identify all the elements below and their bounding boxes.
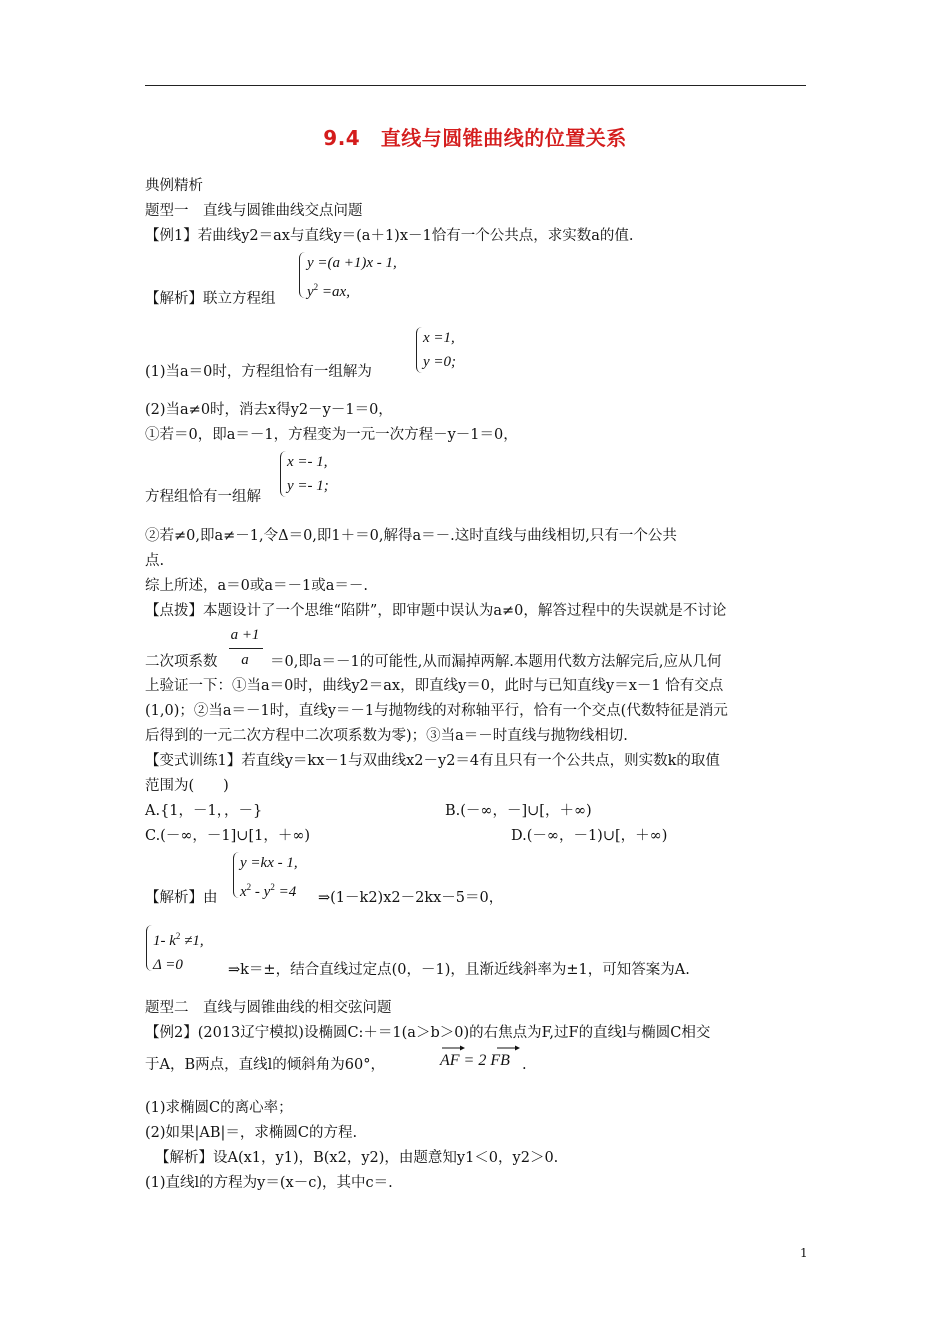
tip-line-5: 后得到的一元二次方程中二次项系数为零)；③当a＝－时直线与抛物线相切. [145, 728, 628, 744]
brace-system-2 [416, 327, 422, 373]
equation-system-5: 1- $k^2 \ne 1$, Δ =0 [153, 931, 204, 973]
vector-equation: AF = 2 FB [440, 1052, 510, 1070]
header-rule [145, 85, 806, 86]
example-1: 【例1】若曲线y2＝ax与直线y＝(a＋1)x－1恰有一个公共点，求实数a的值. [145, 228, 634, 244]
example-2-solution: 【解析】设A(x1，y1)，B(x2，y2)，由题意知y1＜0，y2＞0. [155, 1150, 559, 1166]
brace-system-4 [233, 852, 239, 898]
tip-line-4: (1,0)；②当a＝－1时，直线y＝－1与抛物线的对称轴平行，恰有一个交点(代数特征是消元 [145, 703, 728, 719]
exercise-1-solution-intro: 【解析】由 [145, 890, 218, 906]
fraction-denominator: a [241, 652, 249, 668]
option-b: B.(－∞，－]∪[，＋∞) [445, 803, 592, 819]
option-c: C.(－∞，－1]∪[1，＋∞) [145, 828, 311, 844]
example-2: 【例2】(2013辽宁模拟)设椭圆C:＋＝1(a＞b＞0)的右焦点为F,过F的直线l与椭圆C相交 [145, 1025, 711, 1041]
tip-line-3: 上验证一下：①当a＝0时，曲线y2＝ax，即直线y＝0，此时与已知直线y＝x－1 恰有交点 [145, 678, 724, 694]
page-title: 9.4 直线与圆锥曲线的位置关系 [323, 126, 627, 150]
example-2-period: . [522, 1057, 527, 1073]
vector-arrows [440, 1043, 522, 1069]
equation-system-1: y =(a +1)x - 1, $y^2 =ax$, [307, 255, 397, 300]
fraction-bar [229, 648, 263, 649]
question-1: (1)求椭圆C的离心率； [145, 1100, 293, 1116]
summary: 综上所述，a＝0或a＝－1或a＝－. [145, 578, 368, 594]
option-d: D.(－∞，－1)∪[，＋∞) [511, 828, 668, 844]
case-1: (1)当a＝0时，方程组恰有一组解为 [145, 364, 372, 380]
question-2: (2)如果|AB|＝，求椭圆C的方程. [145, 1125, 358, 1141]
brace-system-5 [146, 925, 152, 971]
topic-heading-1: 题型一 直线与圆锥曲线交点问题 [145, 203, 363, 219]
fraction-numerator: a +1 [230, 627, 260, 643]
topic-heading-2: 题型二 直线与圆锥曲线的相交弦问题 [145, 1000, 392, 1016]
case-2-sub-2-cont: 点. [145, 553, 165, 569]
brace-system-1 [299, 252, 305, 298]
page-number: 1 [800, 1246, 808, 1260]
equation-system-3: x =- 1, y =- 1; [287, 454, 329, 494]
exercise-1: 【变式训练1】若直线y＝kx－1与双曲线x2－y2＝4有且只有一个公共点，则实数k的取值 [145, 753, 720, 769]
section-heading: 典例精析 [145, 178, 203, 194]
example-2-cont: 于A，B两点，直线l的倾斜角为60°， [145, 1057, 385, 1073]
example-2-solution-1: (1)直线l的方程为y＝(x－c)，其中c＝. [145, 1175, 393, 1191]
exercise-1-conclusion: ⇒k＝±，结合直线过定点(0，－1)，且渐近线斜率为±1，可知答案为A. [228, 962, 690, 978]
case-2-sub-2: ②若≠0,即a≠－1,令Δ＝0,即1＋＝0,解得a＝－.这时直线与曲线相切,只有一个公共 [145, 528, 677, 544]
solution-1-intro: 【解析】联立方程组 [145, 291, 276, 307]
brace-system-3 [280, 451, 286, 497]
case-2-sub-1: ①若＝0，即a＝－1，方程变为一元一次方程－y－1＝0， [145, 427, 518, 443]
tip-line-2a: 二次项系数 [145, 654, 218, 670]
option-a: A.{1，－1，，－} [145, 803, 263, 819]
equation-system-2: x =1, y =0; [423, 330, 457, 370]
exercise-1-solution-eq: ⇒(1－k2)x2－2kx－5＝0， [318, 890, 504, 906]
exercise-1-cont: 范围为( ) [145, 778, 229, 794]
case-2: (2)当a≠0时，消去x得y2－y－1＝0， [145, 402, 393, 418]
tip-line-2b: ＝0,即a＝－1的可能性,从而漏掉两解.本题用代数方法解完后,应从几何 [270, 654, 722, 670]
case-2-sub-1-solution: 方程组恰有一组解 [145, 489, 261, 505]
equation-system-4: y =kx - 1, $x^2 - y^2 =4$ [240, 855, 298, 900]
tip-line-1: 【点拨】本题设计了一个思维“陷阱”，即审题中误认为a≠0，解答过程中的失误就是不讨论 [145, 603, 727, 619]
